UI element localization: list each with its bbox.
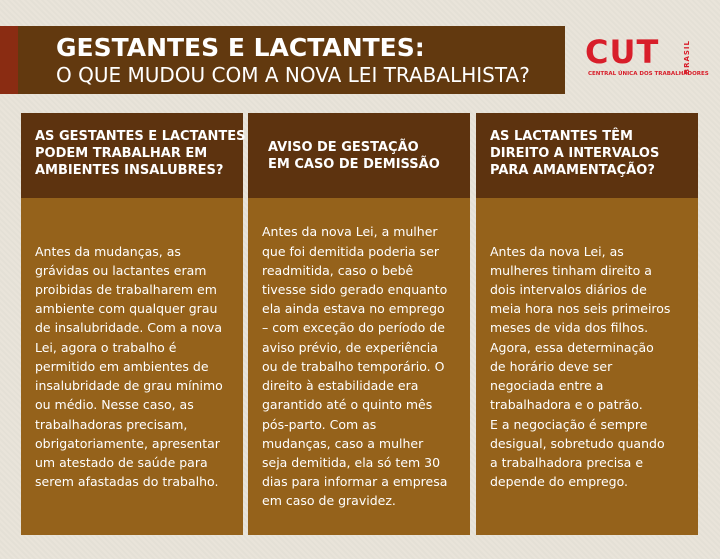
body-line: Antes da nova Lei, a mulher	[262, 224, 438, 240]
column-breastfeeding	[476, 113, 698, 535]
column-body	[248, 198, 470, 535]
body-line: garantido até o quinto mês	[262, 397, 433, 413]
body-line: ambiente com qualquer grau	[35, 301, 218, 317]
heading-line: EM CASO DE DEMISSÃO	[268, 157, 440, 172]
body-line: permitido em ambientes de	[35, 358, 209, 374]
body-line: direito à estabilidade era	[262, 378, 419, 394]
logo-brasil: BRASIL	[683, 40, 691, 75]
body-line: Antes da nova Lei, as	[490, 243, 624, 259]
body-line: dois intervalos diários de	[490, 282, 647, 298]
page-title: GESTANTES E LACTANTES:	[56, 33, 425, 62]
column-heading	[476, 113, 698, 198]
body-line: mulheres tinham direito a	[490, 262, 652, 278]
heading-line: AMBIENTES INSALUBRES?	[35, 163, 224, 178]
body-line: Agora, essa determinação	[490, 339, 654, 355]
body-line: seja demitida, ela só tem 30	[262, 454, 441, 470]
body-line: meia hora nos seis primeiros	[490, 301, 671, 317]
logo-subtitle: CENTRAL ÚNICA DOS TRABALHADORES	[588, 71, 709, 77]
body-line: – com exceção do período de	[262, 320, 445, 336]
body-line: tivesse sido gerado enquanto	[262, 282, 448, 298]
column-body	[476, 198, 698, 535]
column-heading	[248, 113, 470, 198]
column-pregnancy-notice	[248, 113, 470, 535]
body-line: proibidas de trabalharem em	[35, 282, 217, 298]
body-line: de horário deve ser	[490, 358, 613, 374]
body-line: insalubridade de grau mínimo	[35, 378, 223, 394]
body-line: negociada entre a	[490, 378, 604, 394]
page-subtitle: O QUE MUDOU COM A NOVA LEI TRABALHISTA?	[56, 63, 530, 87]
body-line: Antes da mudanças, as	[35, 243, 181, 259]
body-line: desigual, sobretudo quando	[490, 435, 665, 451]
body-line: aviso prévio, de experiência	[262, 339, 438, 355]
logo-text: CUT	[585, 33, 660, 71]
body-line: mudanças, caso a mulher	[262, 435, 424, 451]
body-line: ou médio. Nesse caso, as	[35, 397, 194, 413]
body-line: ou de trabalho temporário. O	[262, 358, 445, 374]
body-line: readmitida, caso o bebê	[262, 262, 414, 278]
body-line: grávidas ou lactantes eram	[35, 262, 207, 278]
column-body	[21, 198, 243, 535]
heading-line: AVISO DE GESTAÇÃO	[268, 140, 419, 155]
heading-line: PODEM TRABALHAR EM	[35, 146, 208, 161]
body-line: obrigatoriamente, apresentar	[35, 435, 220, 451]
column-insalubrity	[21, 113, 246, 535]
heading-line: AS GESTANTES E LACTANTES	[35, 129, 246, 144]
body-line: um atestado de saúde para	[35, 454, 208, 470]
cut-logo	[585, 33, 709, 84]
body-line: trabalhadora e o patrão.	[490, 397, 643, 413]
body-line: Lei, agora o trabalho é	[35, 339, 177, 355]
body-line: serem afastadas do trabalho.	[35, 474, 219, 490]
heading-line: AS LACTANTES TÊM	[490, 129, 633, 144]
body-line: que foi demitida poderia ser	[262, 243, 440, 259]
body-line: E a negociação é sempre	[490, 416, 648, 432]
body-line: trabalhadoras precisam,	[35, 416, 188, 432]
heading-line: PARA AMAMENTAÇÃO?	[490, 163, 655, 178]
body-line: de insalubridade. Com a nova	[35, 320, 223, 336]
body-line: meses de vida dos filhos.	[490, 320, 649, 336]
heading-line: DIREITO A INTERVALOS	[490, 146, 660, 161]
column-heading	[21, 113, 246, 198]
body-line: pós-parto. Com as	[262, 416, 377, 432]
body-line: dias para informar a empresa	[262, 474, 448, 490]
body-line: em caso de gravidez.	[262, 493, 396, 509]
body-line: ela ainda estava no emprego	[262, 301, 445, 317]
body-line: depende do emprego.	[490, 474, 629, 490]
body-line: a trabalhadora precisa e	[490, 454, 644, 470]
